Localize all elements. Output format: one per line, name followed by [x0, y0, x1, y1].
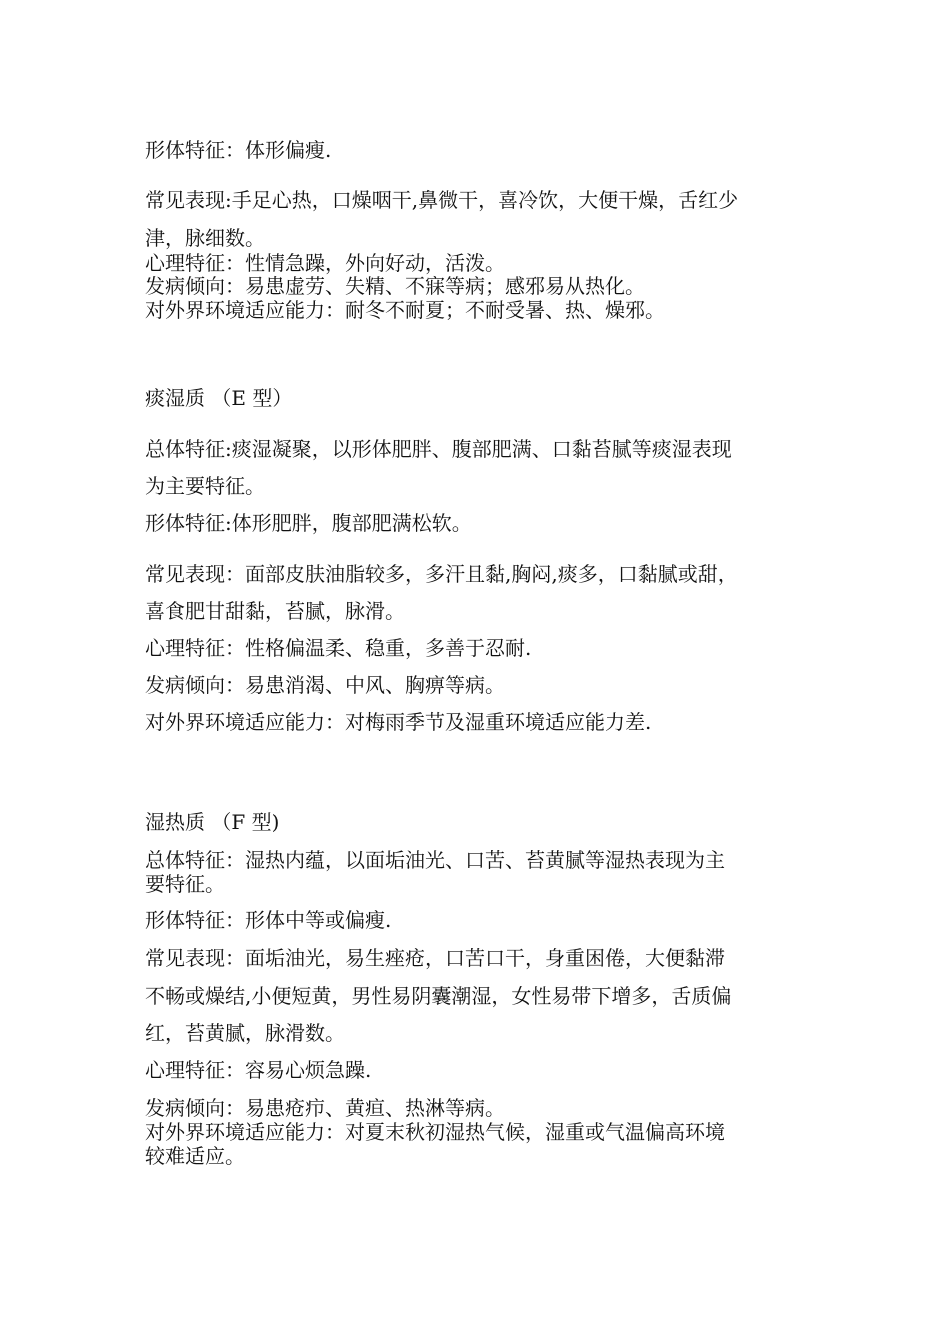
f-adaptability-line-2: 较难适应。	[145, 1144, 245, 1168]
f-psychology: 心理特征：容易心烦急躁.	[145, 1058, 372, 1082]
f-disease-tendency: 发病倾向：易患疮疖、黄疸、热淋等病。	[145, 1096, 505, 1120]
yin-disease-tendency: 发病倾向：易患虚劳、失精、不寐等病；感邪易从热化。	[145, 274, 645, 298]
f-body-shape: 形体特征：形体中等或偏瘦.	[145, 908, 392, 932]
f-common-signs-line-1: 常见表现：面垢油光，易生痤疮，口苦口干，身重困倦，大便黏滞	[145, 946, 725, 970]
yin-psychology: 心理特征：性情急躁，外向好动，活泼。	[145, 251, 505, 275]
yin-adaptability: 对外界环境适应能力：耐冬不耐夏；不耐受暑、热、燥邪。	[145, 298, 665, 322]
section-f-heading: 湿热质 （F 型)	[145, 810, 280, 834]
f-adaptability-line-1: 对外界环境适应能力：对夏末秋初湿热气候，湿重或气温偏高环境	[145, 1120, 725, 1144]
yin-common-signs-line-1: 常见表现:手足心热，口燥咽干,鼻微干，喜冷饮，大便干燥，舌红少	[145, 188, 739, 212]
f-common-signs-line-2: 不畅或燥结,小便短黄，男性易阴囊潮湿，女性易带下增多，舌质偏	[145, 984, 732, 1008]
e-common-signs-line-1: 常见表现：面部皮肤油脂较多，多汗且黏,胸闷,痰多，口黏腻或甜，	[145, 562, 738, 586]
e-overall-line-2: 为主要特征。	[145, 474, 265, 498]
f-overall-line-1: 总体特征：湿热内蕴，以面垢油光、口苦、苔黄腻等湿热表现为主	[145, 848, 725, 872]
f-common-signs-line-3: 红，苔黄腻，脉滑数。	[145, 1021, 345, 1045]
yin-body-shape: 形体特征：体形偏瘦.	[145, 138, 332, 162]
e-overall-line-1: 总体特征:痰湿凝聚，以形体肥胖、腹部肥满、口黏苔腻等痰湿表现	[145, 437, 732, 461]
e-disease-tendency: 发病倾向：易患消渴、中风、胸痹等病。	[145, 673, 505, 697]
yin-common-signs-line-2: 津，脉细数。	[145, 226, 265, 250]
e-adaptability: 对外界环境适应能力：对梅雨季节及湿重环境适应能力差.	[145, 710, 652, 734]
f-overall-line-2: 要特征。	[145, 872, 225, 896]
section-e-heading: 痰湿质 （E 型）	[145, 386, 293, 410]
e-common-signs-line-2: 喜食肥甘甜黏，苔腻，脉滑。	[145, 599, 405, 623]
e-body-shape: 形体特征:体形肥胖，腹部肥满松软。	[145, 511, 472, 535]
e-psychology: 心理特征：性格偏温柔、稳重，多善于忍耐.	[145, 636, 532, 660]
